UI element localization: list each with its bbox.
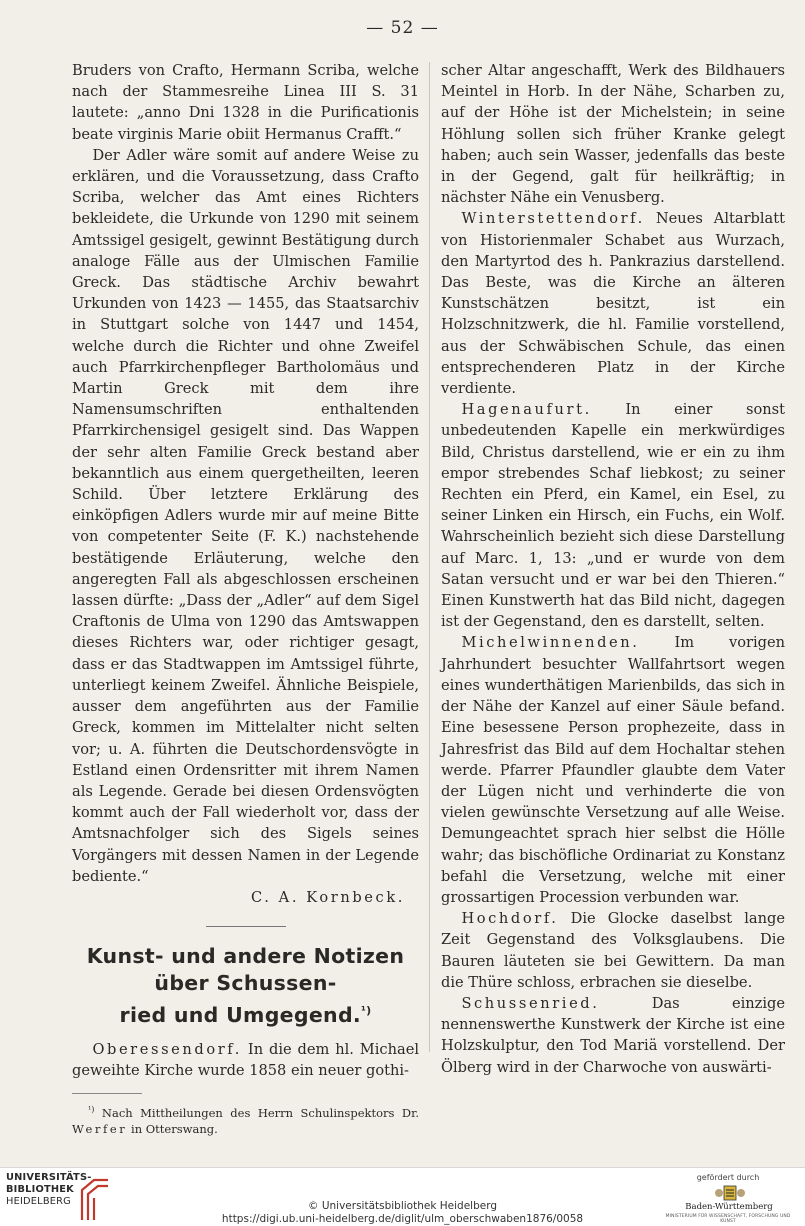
footnote-mark: ¹) [88,1105,95,1115]
copyright-text: © Universitätsbibliothek Heidelberg [307,1200,497,1212]
state-crest-icon [712,1184,748,1202]
logo-line1: UNIVERSITÄTS- [6,1172,92,1183]
paragraph-text: scher Altar angeschafft, Werk des Bildhauers Meintel in Horb. In der Nähe, Scharben zu, auf der Höhe ist der Michelstein; in seine Höhlung sollen sich früher Kranke gelegt haben; auch sein Wasser, jedenfalls das beste in der Gegend, galt für heilkräftig; in nächster Nähe ein Venusberg. [441,62,785,207]
paragraph-entry [441,208,785,399]
funded-by-label: gefördert durch [696,1173,760,1182]
section-heading-line1: Kunst- und andere Notizen über Schussen- [86,944,405,996]
footnote-ref: ¹) [361,1004,372,1018]
logo-line3: HEIDELBERG [6,1196,71,1207]
paragraph-entry [441,399,785,632]
paragraph-text: Neues Altarblatt von Historienmaler Schabet aus Wurzach, den Martyrtod des h. Pankrazius darstellend. Das Beste, was die Kirche an älteren Kunstschätzen besitzt, ist ein Holzschnitzwerk, die hl. Familie vorstellend, aus der Schwäbischen Schule, das einen entsprechenderen Platz in der Kirche verdiente. [441,210,785,398]
place-name: Michelwinnenden. [461,634,640,652]
paragraph [441,60,785,208]
logo-line2: BIBLIOTHEK [6,1184,74,1195]
section-heading [72,943,419,1029]
column-divider [429,62,430,1052]
ministry-name: MINISTERIUM FÜR WISSENSCHAFT, FORSCHUNG UND KUNST [665,1214,791,1224]
signature [72,887,419,908]
paragraph-entry [441,632,785,908]
footnote-rule [72,1093,142,1094]
separator-rule [206,926,286,927]
place-name: Winterstettendorf. [461,210,645,228]
page-number: — 52 — [366,18,439,38]
footnote-text-a: Nach Mittheilungen des Herrn Schulinspektors Dr. [94,1106,419,1121]
footnote-name: Werfer [72,1122,128,1137]
right-column [441,60,785,1078]
paragraph-text: Im vorigen Jahrhundert besuchter Wallfahrtsort wegen eines wunderthätigen Marienbilds, das sich in der Nähe der Kanzel auf einer Säule befand. Eine besessene Person prophezeite, dass in Jahresfrist das Bild auf dem Hochaltar stehen werde. Pfarrer Pfaundler glaubte dem Vater der Lügen nicht und verhinderte die von vielen gewünschte Versetzung auf alle Weise. Demungeachtet sprach hier selbst die Hölle wahr; das bischöfliche Ordinariat zu Konstanz befahl die Versetzung, welche mit einer grossartigen Procession verbunden war. [441,634,785,906]
paragraph-text: Das einzige nennenswerthe Kunstwerk der Kirche ist eine Holzskulptur, den Tod Mariä vorstellend. Der Ölberg wird in der Charwoche von auswärti- [441,994,785,1076]
place-name: Schussenried. [461,994,600,1012]
footnote-text-b: in Otterswang. [127,1122,218,1137]
paragraph-oberessendorf [72,1039,419,1081]
signature-text: C. A. Kornbeck. [250,888,405,906]
paragraph-text: Die Glocke daselbst lange Zeit Gegenstand des Volksglaubens. Die Bauren läuteten sie bei Gewittern. Da man die Thüre schloss, erbrachen sie dieselbe. [441,910,785,991]
section-heading-line2: ried und Umgegend. [119,1002,362,1027]
source-url-link[interactable]: https://digi.ub.uni-heidelberg.de/diglit/ulm_oberschwaben1876/0058 [221,1213,584,1225]
paragraph-entry [441,908,785,993]
paragraph: Bruders von Crafto, Hermann Scriba, welche nach der Stammesreihe Linea III S. 31 lautete: „anno Dni 1328 in die Purificationis beate virginis Marie obiit Hermanus Crafft.“ [72,62,419,143]
place-name: Oberessendorf. [92,1040,243,1058]
footnote [72,1102,419,1137]
paragraph-text: In die dem hl. Michael geweihte Kirche wurde 1858 ein neuer gothi- [72,1040,419,1080]
place-name: Hagenaufurt. [461,401,592,419]
place-name: Hochdorf. [461,910,559,928]
state-name: Baden-Württemberg [685,1202,773,1212]
footer-bar [0,1167,805,1226]
left-column [72,60,419,1137]
paragraph: Der Adler wäre somit auf andere Weise zu erklären, und die Voraussetzung, dass Crafto Scriba, welcher das Amt eines Richters bekleidete, die Urkunde von 1290 mit seinem Amtssigel gesigelt, gewinnt Bestätigung durch analoge Fälle aus der Ulmischen Familie Greck. Das städtische Archiv bewahrt Urkunden von 1423 — 1455, das Staatsarchiv in Stuttgart solche von 1447 und 1454, welche durch die Richter und ohne Zweifel auch Pfarrkirchenpfleger Bartholomäus und Martin Greck mit dem ihre Namensumschriften enthaltenden Pfarrkirchensigel gesigelt sind. Das Wappen der sehr alten Familie Greck bestand aber bekanntlich aus einem quergetheilten, leeren Schild. Über letztere Erklärung des einköpfigen Adlers wurde mir auf meine Bitte von competenter Seite (F. K.) nachstehende bestätigende Erläuterung, welche den angeregten Fall als abgeschlossen erscheinen lassen dürfte: „Dass der „Adler“ auf dem Sigel Craftonis de Ulma von 1290 das Amtswappen dieses Richters war, oder richtiger gesagt, dass er das Stadtwappen im Amtssigel führte, unterliegt keinem Zweifel. Ähnliche Beispiele, ausser dem angeführten aus der Familie Greck, kommen im Mittelalter nicht selten vor; u. A. führten die Deutschordensvögte in Estland einen Ordensritter mit ihrem Namen als Legende. Gerade bei diesen Ordensvögten kommt auch der Fall wiederholt vor, dass der Amtsnachfolger sich des Sigels seines Vorgängers mit dessen Namen in der Legende bediente.“ [72,146,419,885]
paragraph-text: In einer sonst unbedeutenden Kapelle ein merkwürdiges Bild, Christus darstellend, wie er ein zu ihm empor strebendes Schaf liebkost; zu seiner Rechten ein Pferd, ein Kamel, ein Esel, zu seiner Linken ein Hirsch, ein Fuchs, ein Wolf. Wahrscheinlich bezieht sich diese Darstellung auf Marc. 1, 13: „und er wurde von dem Satan versucht und er war bei den Thieren.“ Einen Kunstwerth hat das Bild nicht, dagegen ist der Gegenstand, den es darstellt, selten. [441,401,785,631]
paragraph-entry [441,993,785,1078]
